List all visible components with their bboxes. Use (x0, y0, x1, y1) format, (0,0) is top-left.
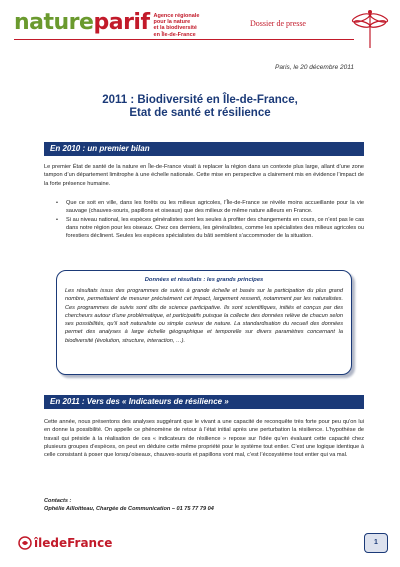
logo-tagline-line: en Île-de-France (153, 31, 196, 38)
bullet-text: Que ce soit en ville, dans les forêts ou les milieux agricoles, l’Île-de-France se révèle moins accueillante pour la vie sauvage (chauves-souris, papillons et oiseaux) que des milieux de même nature ailleurs en France. (66, 200, 364, 215)
list-item (56, 199, 364, 216)
iledefrance-logo (18, 536, 112, 550)
title-line: Etat de santé et résilience (129, 107, 271, 119)
contacts-line: Ophélie Ailloitteau, Chargée de Communication – 01 75 77 79 04 (44, 506, 214, 512)
iledefrance-wordmark: îledeFrance (34, 536, 113, 550)
logo-tagline-line: Agence régionale (153, 13, 200, 19)
list-item (56, 216, 364, 241)
section2-text: Cette année, nous présentons des analyses suggérant que le vivant a une capacité de reconquête très forte pour peu qu’on lui en donne la possibilité. On appelle ce phénomène de retour à l’état initial après une perturbation la résilience. L’hypothèse de travail qui préside à la réalisation de ces « indicateurs de résilience » repose sur l’idée qu’en évaluant cette capacité chez plusieurs groupes d’espèces, on peut en déduire cette même propriété pour le système tout entier. C’est une logique identique à celle consistant à poser que lorsqu’oiseaux, chauves-souris et papillons vont mal, c’est l’écosystème tout entier qui va mal. (44, 419, 364, 459)
press-date: Paris, le 20 décembre 2011 (274, 64, 354, 71)
logo-tagline (154, 13, 200, 38)
header-divider (14, 39, 354, 40)
box-text: Les résultats issus des programmes de suivis à grande échelle et basés sur la participation du plus grand nombre, permettaient de mesurer précisément cet impact, largement ressenti, notamment par les naturalistes. Ces programmes de suivis sont dits de science participative. Ils sont scientifiques, initiés et conçus par des chercheurs autour d’une problématique, et participatifs puisque la collecte des données relève de chacun selon ses possibilités, qu’il soit naturaliste ou simple curieux de nature. La standardisation du recueil des données permet des analyses à large échelle géographique et temporelle sur divers paramètres concernant la biodiversité (évolution, structure, interaction, …). (65, 288, 343, 344)
box-title: Données et résultats : les grands principes (144, 277, 264, 283)
dossier-de-presse-label: Dossier de presse (250, 19, 306, 28)
title-line: 2011 : Biodiversité en Île-de-France, (102, 94, 298, 106)
bullet-icon: • (56, 200, 58, 206)
document-title (40, 94, 360, 120)
logo-tagline-line: pour la nature (153, 19, 191, 26)
dragonfly-icon (350, 6, 390, 50)
bullet-text: Si au niveau national, les espèces généralistes sont les seules à profiter des changements en cours, ce n’est pas le cas dans notre région pour les oiseaux. Chez ces derniers, les généralistes, comme les spécialistes des milieux agricoles ou forestiers déclinent. Seules les espèces spécialistes du bâti semblent s’accommoder de la situation. (66, 216, 364, 240)
contacts-label: Contacts : (44, 498, 72, 504)
section1-intro: Le premier État de santé de la nature en Île-de-France visait à replacer la région dans un contexte plus large, allant d’une zone tampon d’un département limitrophe à une échelle nationale. Cette mise en perspective a clairement mis en évidence l’impact de la forte présence humaine. (44, 164, 364, 187)
naturparif-logo (14, 12, 199, 38)
logo-tagline-line: et la biodiversité (153, 25, 197, 32)
iledefrance-emblem-icon (18, 536, 32, 550)
bullet-icon: • (56, 216, 58, 223)
section1-bullet-list (56, 199, 364, 240)
logo-nature-text: nature (14, 10, 94, 35)
logo-parif-text: parif (93, 10, 150, 35)
page-number: 1 (364, 533, 388, 553)
section-heading-2010: En 2010 : un premier bilan (44, 142, 364, 156)
principles-box (56, 270, 352, 375)
contacts-block (44, 497, 214, 513)
section-heading-2011: En 2011 : Vers des « Indicateurs de résilience » (44, 395, 364, 409)
